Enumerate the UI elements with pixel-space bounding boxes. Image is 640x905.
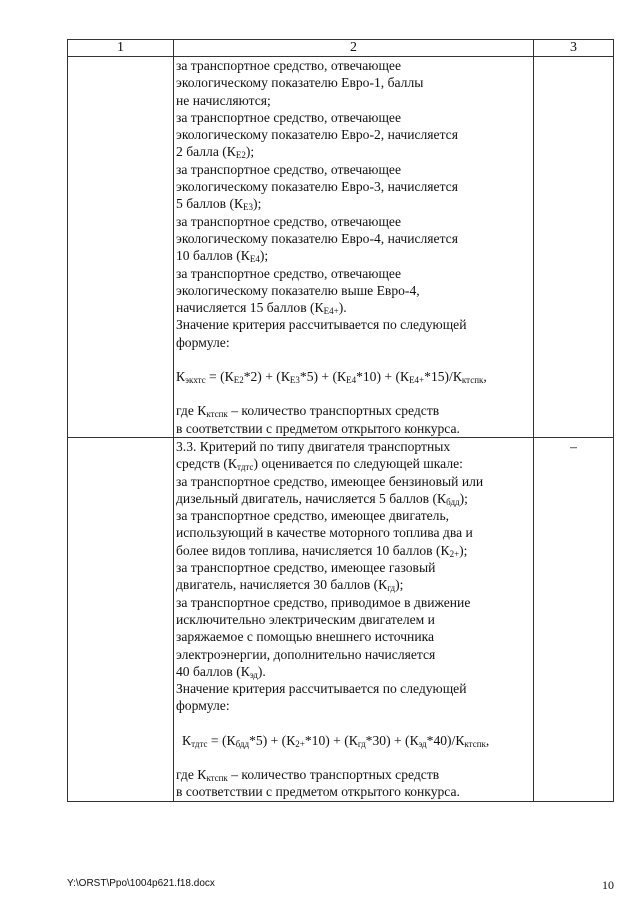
text-line: за транспортное средство, имеющее бензиновый или xyxy=(176,473,484,489)
footer-file-path: Y:\ORST\Ppo\1004p621.f18.docx xyxy=(67,878,215,889)
text-line: формуле: xyxy=(176,334,230,350)
formula-note: где $К_{ктспк}$ – количество транспортных средств xyxy=(176,403,440,420)
page-number: 10 xyxy=(602,878,614,892)
text-line: 5 баллов $(К_{Е3})$; xyxy=(176,196,262,213)
table-row xyxy=(68,57,614,438)
engine-formula: $К_{тдтс} = (К_{бдд}*5) + (К_{2+}*10) + (К_{гд}*30) + (К_{эд}*40)/К_{ктспк}$, xyxy=(182,732,490,749)
engine-criterion-cell xyxy=(174,437,534,801)
text-line: средств $(К_{тдтс})$ оценивается по следующей шкале: xyxy=(176,456,463,473)
text-line: заряжаемое с помощью внешнего источника xyxy=(176,629,435,645)
text-line: 2 балла $(К_{Е2})$; xyxy=(176,144,255,161)
euro-formula: $К_{экхтс} = (К_{Е2}*2) + (К_{Е3}*5) + (К_{Е4}*10) + (К_{Е4+}*15)/К_{ктспк}$, xyxy=(176,369,487,386)
row1-col3 xyxy=(534,57,614,438)
text-line: за транспортное средство, отвечающее xyxy=(176,58,401,73)
text-line: дизельный двигатель, начисляется 5 баллов $(К_{бдд})$; xyxy=(176,490,468,507)
text-line: 3.3. Критерий по типу двигателя транспортных xyxy=(176,438,451,454)
text-line: экологическому показателю Евро-3, начисляется xyxy=(176,179,458,195)
text-line: за транспортное средство, приводимое в движение xyxy=(176,594,471,610)
euro-criterion-cell xyxy=(174,57,534,438)
table-header-row xyxy=(68,40,614,57)
text-line: за транспортное средство, отвечающее xyxy=(176,161,401,177)
text-line: Значение критерия рассчитывается по следующей xyxy=(176,681,467,697)
formula-note: где $К_{ктспк}$ – количество транспортных средств xyxy=(176,766,440,783)
column-header-2: 2 xyxy=(174,40,534,57)
text-line: за транспортное средство, отвечающее xyxy=(176,265,401,281)
formula-note: в соответствии с предметом открытого конкурса. xyxy=(176,420,460,436)
text-line: за транспортное средство, отвечающее xyxy=(176,109,401,125)
text-line: использующий в качестве моторного топлива два и xyxy=(176,525,473,541)
text-line: экологическому показателю Евро-1, баллы xyxy=(176,75,424,91)
column-header-1: 1 xyxy=(68,40,174,57)
text-line: 10 баллов $(К_{Е4})$; xyxy=(176,248,269,265)
text-line: формуле: xyxy=(176,698,230,714)
text-line: более видов топлива, начисляется 10 баллов $(К_{2+})$; xyxy=(176,542,468,559)
formula-note: в соответствии с предметом открытого конкурса. xyxy=(176,784,460,800)
criteria-table xyxy=(67,39,614,802)
text-line: экологическому показателю выше Евро-4, xyxy=(176,282,420,298)
text-line: электроэнергии, дополнительно начисляется xyxy=(176,646,436,662)
text-line: исключительно электрическим двигателем и xyxy=(176,611,435,627)
text-line: начисляется 15 баллов $(К_{Е4+})$. xyxy=(176,300,347,317)
text-line: экологическому показателю Евро-4, начисляется xyxy=(176,230,458,246)
table-row xyxy=(68,437,614,801)
text-line: за транспортное средство, имеющее двигатель, xyxy=(176,508,450,524)
column-header-3: 3 xyxy=(534,40,614,57)
text-line: не начисляются; xyxy=(176,92,271,108)
row1-col1 xyxy=(68,57,174,438)
row2-col1 xyxy=(68,437,174,801)
text-line: двигатель, начисляется 30 баллов $(К_{гд})$; xyxy=(176,577,404,594)
text-line: 40 баллов $(К_{эд})$. xyxy=(176,663,266,680)
text-line: Значение критерия рассчитывается по следующей xyxy=(176,317,467,333)
text-line: экологическому показателю Евро-2, начисляется xyxy=(176,127,458,143)
text-line: за транспортное средство, отвечающее xyxy=(176,213,401,229)
row2-col3-dash: – xyxy=(534,437,614,801)
text-line: за транспортное средство, имеющее газовый xyxy=(176,560,436,576)
